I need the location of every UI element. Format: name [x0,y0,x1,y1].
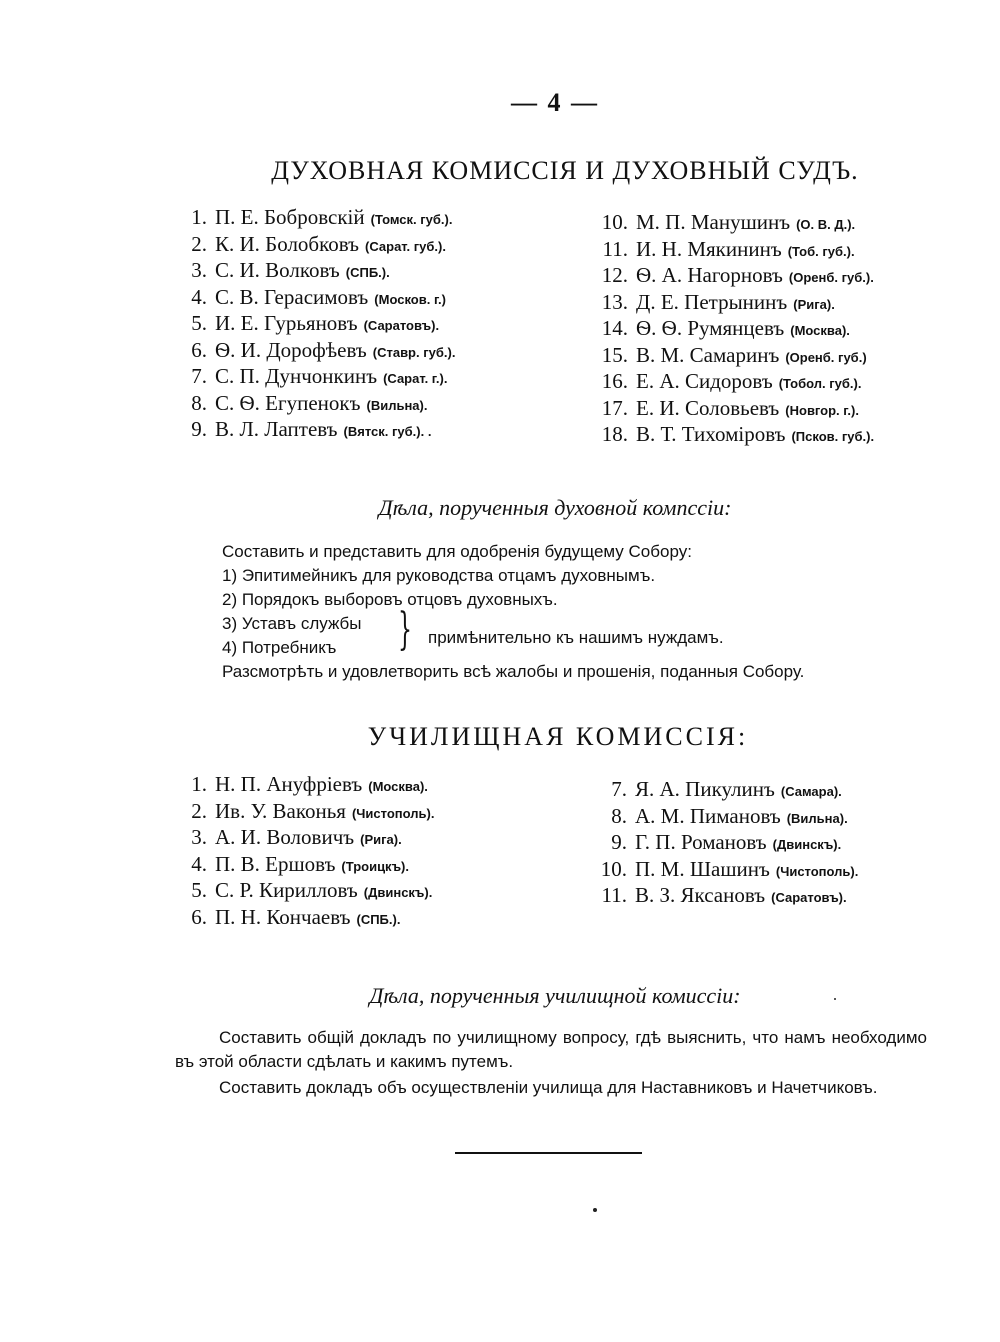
member-item [183,364,455,391]
member-number: 2. [191,798,207,823]
member-number: 8. [611,803,627,828]
member-place: (Троицкъ). [341,858,409,874]
member-number: 13. [601,289,628,314]
spiritual-members-left [183,205,455,444]
member-place: (Чистополь). [775,863,859,879]
school-paragraph-2: Составить докладъ объ осуществленіи училища для Наставниковъ и Начетчиковъ. [219,1078,878,1097]
member-number: 10. [600,856,627,881]
member-item [183,285,455,312]
member-item [183,391,455,418]
member-name: С. П. Дунчонкинъ [215,364,378,388]
member-item [598,263,874,290]
member-number: 3. [191,258,207,282]
member-name: П. М. Шашинъ [635,856,770,881]
member-name: Ѳ. А. Нагорновъ [636,263,783,287]
member-item [598,237,874,264]
spiritual-members-right [598,210,874,449]
ink-speck [593,1208,597,1212]
member-item [183,205,455,232]
school-tasks-title: Дѣла, порученныя училищной комиссіи: [369,983,741,1008]
member-name: М. П. Манушинъ [636,210,791,234]
member-item [183,852,434,879]
member-name: Н. П. Ануфріевъ [215,772,363,796]
member-number: 14. [601,316,628,340]
member-item [183,311,455,338]
member-place: (Двинскъ). [772,837,842,852]
member-place: (Сарат. губ.). [365,238,446,254]
school-members-right [597,777,858,910]
page-number: — 4 — [511,88,599,117]
member-name: В. Л. Лаптевъ [215,417,338,441]
spiritual-commission-title: ДУХОВНАЯ КОМИССІЯ И ДУХОВНЫЙ СУДЪ. [271,156,859,185]
member-place: (Оренб. губ.). [788,270,874,285]
task-brace-text: примѣнительно къ нашимъ нуждамъ. [428,628,724,647]
member-number: 18. [601,422,628,446]
member-place: (СПБ.). [356,911,401,927]
member-name: Г. П. Романовъ [635,830,767,854]
task-intro: Составить и представить для одобренія будущему Собору: [222,542,692,561]
member-place: (Сарат. г.). [383,371,448,386]
member-item [183,338,455,365]
member-place: (Оренб. губ.) [785,349,867,365]
task-3: 3) Уставъ службы [222,614,362,633]
member-name: В. М. Самаринъ [636,342,780,367]
member-number: 12. [601,263,628,287]
member-name: П. Н. Кончаевъ [215,904,351,929]
member-place: (Ставр. губ.). [372,344,456,360]
member-number: 5. [191,311,207,335]
member-name: К. И. Болобковъ [215,231,360,256]
ink-speck [834,998,836,1000]
member-name: Ѳ. Ѳ. Румянцевъ [636,316,785,340]
member-number: 6. [191,337,207,362]
member-item [183,232,455,259]
member-number: 3. [191,825,207,849]
spiritual-tasks-title: Дѣла, порученныя духовной компссіи: [378,495,732,520]
member-name: Д. Е. Петрынинъ [636,289,788,314]
member-name: А. М. Пимановъ [635,803,781,828]
member-name: В. Т. Тихоміровъ [636,422,786,446]
member-item [183,258,455,285]
member-number: 16. [601,369,628,393]
member-number: 17. [601,395,628,420]
member-place: (Москва). [790,323,850,338]
member-place: (Москов. г.) [374,291,446,307]
member-number: 11. [601,883,627,907]
member-name: Я. А. Пикулинъ [635,777,775,801]
member-item [598,290,874,317]
school-paragraph-1: Составить общій докладъ по училищному вопросу, гдѣ выяснить, что намъ необходимо въ этой области сдѣлать и какимъ путемъ. [175,1028,927,1071]
member-number: 8. [191,390,207,415]
member-place: (Тобол. губ.). [778,376,862,391]
member-item [183,799,434,826]
member-name: И. Н. Мякининъ [636,236,782,261]
member-name: С. И. Волковъ [215,258,340,282]
member-number: 1. [191,772,207,796]
member-item [183,878,434,905]
member-place: (Тоб. губ.). [787,243,855,259]
member-item [183,825,434,852]
member-name: Е. А. Сидоровъ [636,369,773,393]
member-number: 7. [611,777,627,801]
member-item [598,316,874,343]
member-name: С. Р. Кирилловъ [215,878,358,902]
member-number: 4. [191,284,207,309]
member-item [597,883,858,910]
member-item [597,804,858,831]
member-name: Ѳ. И. Дорофѣевъ [215,337,367,362]
member-number: 6. [191,904,207,929]
member-place: (Новгор. г.). [785,402,859,418]
member-place: (Рига). [360,832,402,847]
member-item [597,830,858,857]
member-item [183,417,455,444]
member-number: 9. [191,417,207,441]
member-number: 11. [602,236,628,261]
member-number: 7. [191,364,207,388]
member-name: В. З. Яксановъ [635,883,766,907]
member-number: 9. [611,830,627,854]
member-place: (Саратовъ). [771,890,847,905]
task-last: Разсмотрѣть и удовлетворить всѣ жалобы и прошенія, поданныя Собору. [222,662,805,681]
school-members-left [183,772,434,931]
member-name: Ив. У. Ваконья [215,798,346,823]
member-number: 1. [191,205,207,229]
member-place: (О. В. Д.). [796,217,856,232]
member-place: (Москва). [368,779,428,794]
member-number: 4. [191,851,207,876]
member-name: С. Ѳ. Егупенокъ [215,390,361,415]
member-place: (Двинскъ). [363,885,433,900]
member-number: 10. [601,210,628,234]
member-place: (Псков. губ.). [791,429,875,444]
member-name: П. В. Ершовъ [215,851,336,876]
member-place: (Вятск. губ.). . [343,424,432,439]
member-place: (Томск. губ.). [370,212,453,227]
school-commission-title: УЧИЛИЩНАЯ КОМИССІЯ: [367,722,749,751]
brace-symbol: } [398,604,412,655]
member-item [598,210,874,237]
task-2: 2) Порядокъ выборовъ отцовъ духовныхъ. [222,590,558,609]
member-place: (Вильна). [786,810,848,826]
member-name: Е. И. Соловьевъ [636,395,780,420]
member-place: (Саратовъ). [363,318,440,333]
member-item [598,369,874,396]
closing-rule [455,1152,642,1154]
member-number: 5. [191,878,207,902]
member-item [183,905,434,932]
member-number: 15. [601,342,628,367]
member-place: (СПБ.). [345,265,390,280]
task-4: 4) Потребникъ [222,638,337,657]
member-item [183,772,434,799]
member-number: 2. [191,231,207,256]
member-item [597,857,858,884]
member-place: (Вильна). [366,397,428,413]
member-place: (Рига). [793,296,835,312]
task-1: 1) Эпитимейникъ для руководства отцамъ духовнымъ. [222,566,656,585]
member-name: П. Е. Бобровскій [215,205,365,229]
member-place: (Чистополь). [351,805,435,821]
member-name: А. И. Воловичъ [215,825,355,849]
member-item [598,422,874,449]
member-item [598,396,874,423]
member-name: С. В. Герасимовъ [215,284,369,309]
member-item [598,343,874,370]
member-item [597,777,858,804]
member-name: И. Е. Гурьяновъ [215,311,358,335]
member-place: (Самара). [780,784,842,799]
